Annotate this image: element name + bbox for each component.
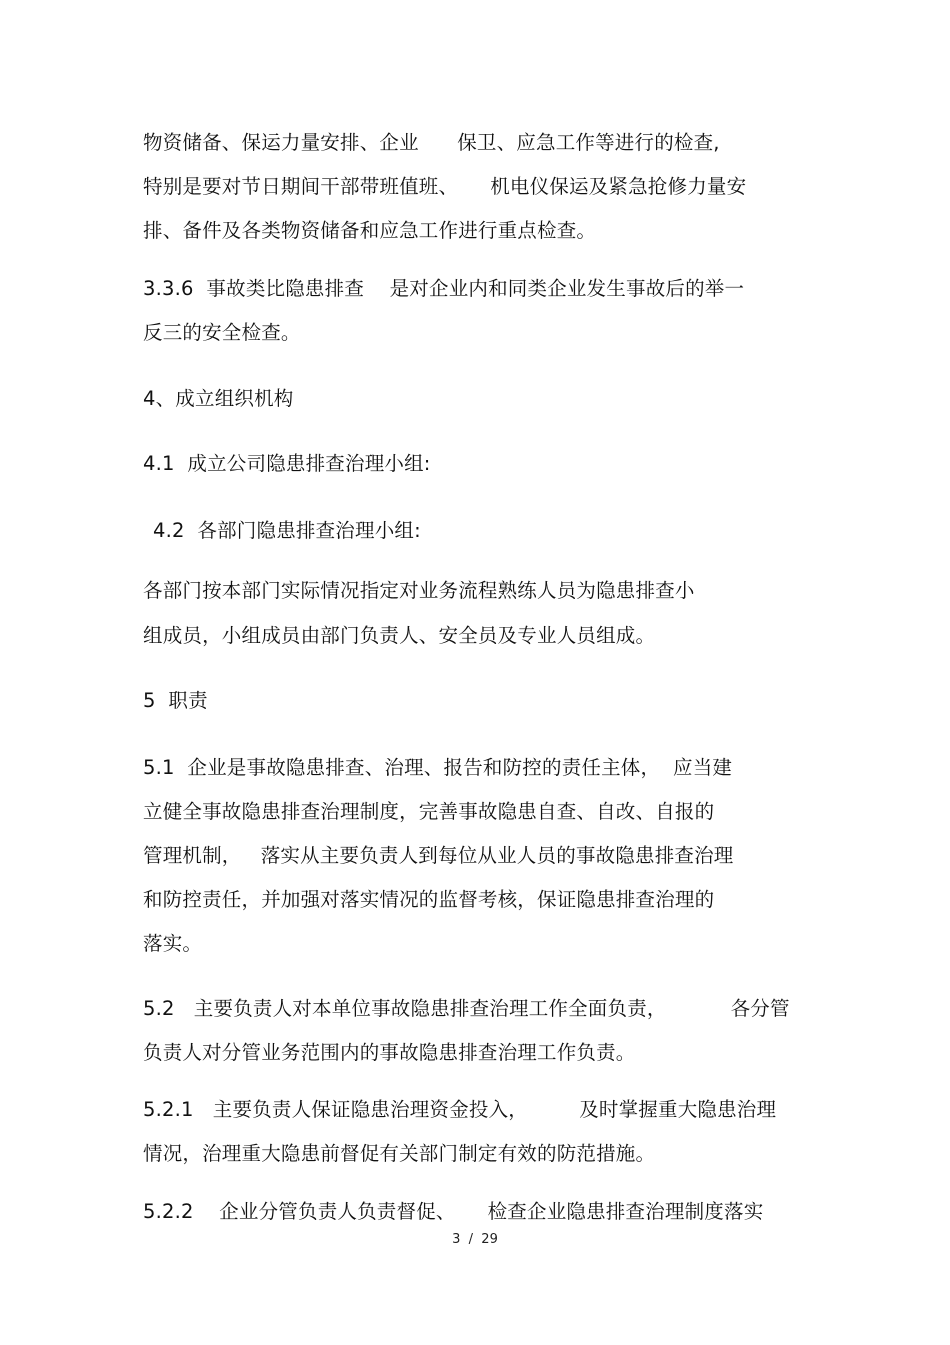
paragraph-line: 情况，治理重大隐患前督促有关部门制定有效的防范措施。 [143,1142,656,1165]
paragraph-line: 负责人对分管业务范围内的事故隐患排查治理工作负责。 [143,1041,636,1064]
paragraph-line: 反三的安全检查。 [143,321,301,344]
paragraph-line: 立健全事故隐患排查治理制度，完善事故隐患自查、自改、自报的 [143,800,715,823]
paragraph-line: 排、备件及各类物资储备和应急工作进行重点检查。 [143,219,597,242]
paragraph-line: 各部门按本部门实际情况指定对业务流程熟练人员为隐患排查小 [143,579,695,602]
section-5-2-1-line: 5.2.1 主要负责人保证隐患治理资金投入， 及时掌握重大隐患治理 [143,1098,777,1121]
page-number: 3 / 29 [452,1232,498,1247]
section-5-2-line: 5.2 主要负责人对本单位事故隐患排查治理工作全面负责， 各分管 [143,997,790,1020]
heading-4-1: 4.1 成立公司隐患排查治理小组: [143,452,431,475]
paragraph-line: 管理机制， 落实从主要负责人到每位从业人员的事故隐患排查治理 [143,844,734,867]
paragraph-line: 物资储备、保运力量安排、企业 保卫、应急工作等进行的检查, [143,131,720,154]
paragraph-line: 特别是要对节日期间干部带班值班、 机电仪保运及紧急抢修力量安 [143,175,747,198]
heading-4-2: 4.2 各部门隐患排查治理小组: [153,519,421,542]
section-5-2-2-line: 5.2.2 企业分管负责人负责督促、 检查企业隐患排查治理制度落实 [143,1200,764,1223]
heading-section-4: 4、成立组织机构 [143,387,294,410]
heading-section-5: 5 职责 [143,689,208,712]
paragraph-line: 和防控责任，并加强对落实情况的监督考核，保证隐患排查治理的 [143,888,715,911]
paragraph-line: 组成员，小组成员由部门负责人、安全员及专业人员组成。 [143,624,656,647]
paragraph-line: 落实。 [143,932,203,955]
section-5-1-line: 5.1 企业是事故隐患排查、治理、报告和防控的责任主体， 应当建 [143,756,733,779]
section-3-3-6-line: 3.3.6 事故类比隐患排查 是对企业内和同类企业发生事故后的举一 [143,277,745,300]
